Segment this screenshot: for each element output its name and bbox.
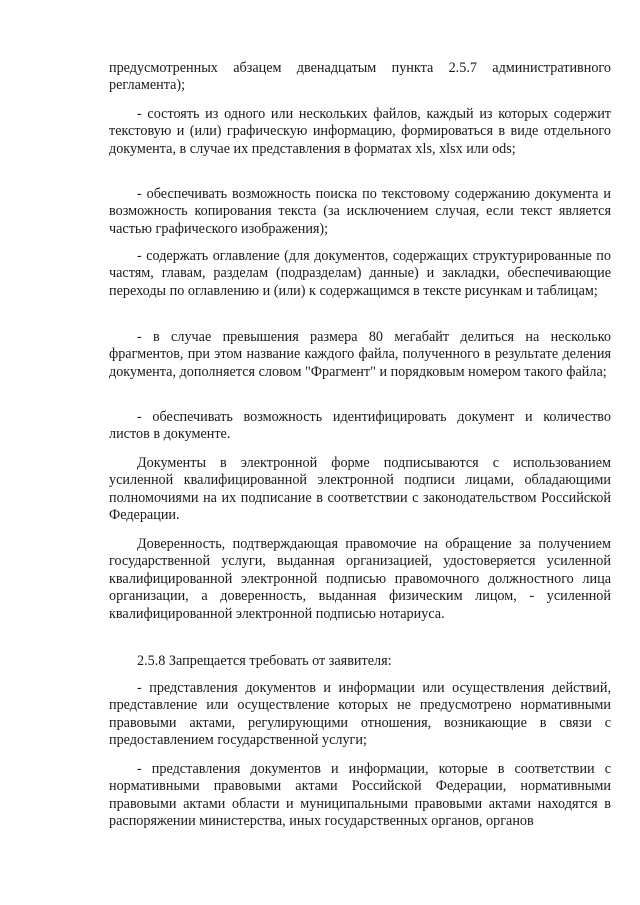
paragraph-file-composition: - состоять из одного или нескольких файлов, каждый из которых содержит текстовую и (или) графическую информацию, формироваться в виде отдельного документа, в случае их представления в форматах xls, xlsx или ods;	[109, 106, 611, 157]
paragraph-file-size-limit: - в случае превышения размера 80 мегабайт делиться на несколько фрагментов, при этом название каждого файла, полученного в результате деления документа, дополняется словом "Фрагмент" и порядковым номером такого файла;	[109, 329, 611, 380]
paragraph-prohibited-requirements-documents: - представления документов и информации, которые в соответствии с нормативными правовыми актами Российской Федерации, нормативными правовыми актами области и муниципальными правовыми актами находятся в распоряжении министерства, иных государственных органов, органов	[109, 761, 611, 830]
paragraph-electronic-signature: Документы в электронной форме подписываются с использованием усиленной квалифицированной электронной подписи лицами, обладающими полномочиями на их подписание в соответствии с законодательством Российской Федерации.	[109, 455, 611, 524]
paragraph-regulation-reference: предусмотренных абзацем двенадцатым пункта 2.5.7 административного регламента);	[109, 60, 611, 94]
paragraph-document-identification: - обеспечивать возможность идентифицировать документ и количество листов в документе.	[109, 409, 611, 443]
paragraph-power-of-attorney: Доверенность, подтверждающая правомочие на обращение за получением государственной услуги, выданная организацией, удостоверяется усиленной квалифицированной электронной подписью правомочного должностного лица организации, а доверенность, выданная физическим лицом, - усиленной квалифицированной электронной подписью нотариуса.	[109, 536, 611, 622]
paragraph-prohibited-requirements-actions: - представления документов и информации или осуществления действий, представление или осуществление которых не предусмотрено нормативными правовыми актами, регулирующими отношения, возникающие в связи с предоставлением государственной услуги;	[109, 680, 611, 749]
section-heading-2-5-8: 2.5.8 Запрещается требовать от заявителя:	[137, 653, 392, 669]
paragraph-table-of-contents: - содержать оглавление (для документов, содержащих структурированные по частям, главам, разделам (подразделам) данные) и закладки, обеспечивающие переходы по оглавлению и (или) к содержащимся в тексте рисункам и таблицам;	[109, 248, 611, 299]
paragraph-text-search: - обеспечивать возможность поиска по текстовому содержанию документа и возможность копирования текста (за исключением случая, если текст является частью графического изображения);	[109, 186, 611, 237]
